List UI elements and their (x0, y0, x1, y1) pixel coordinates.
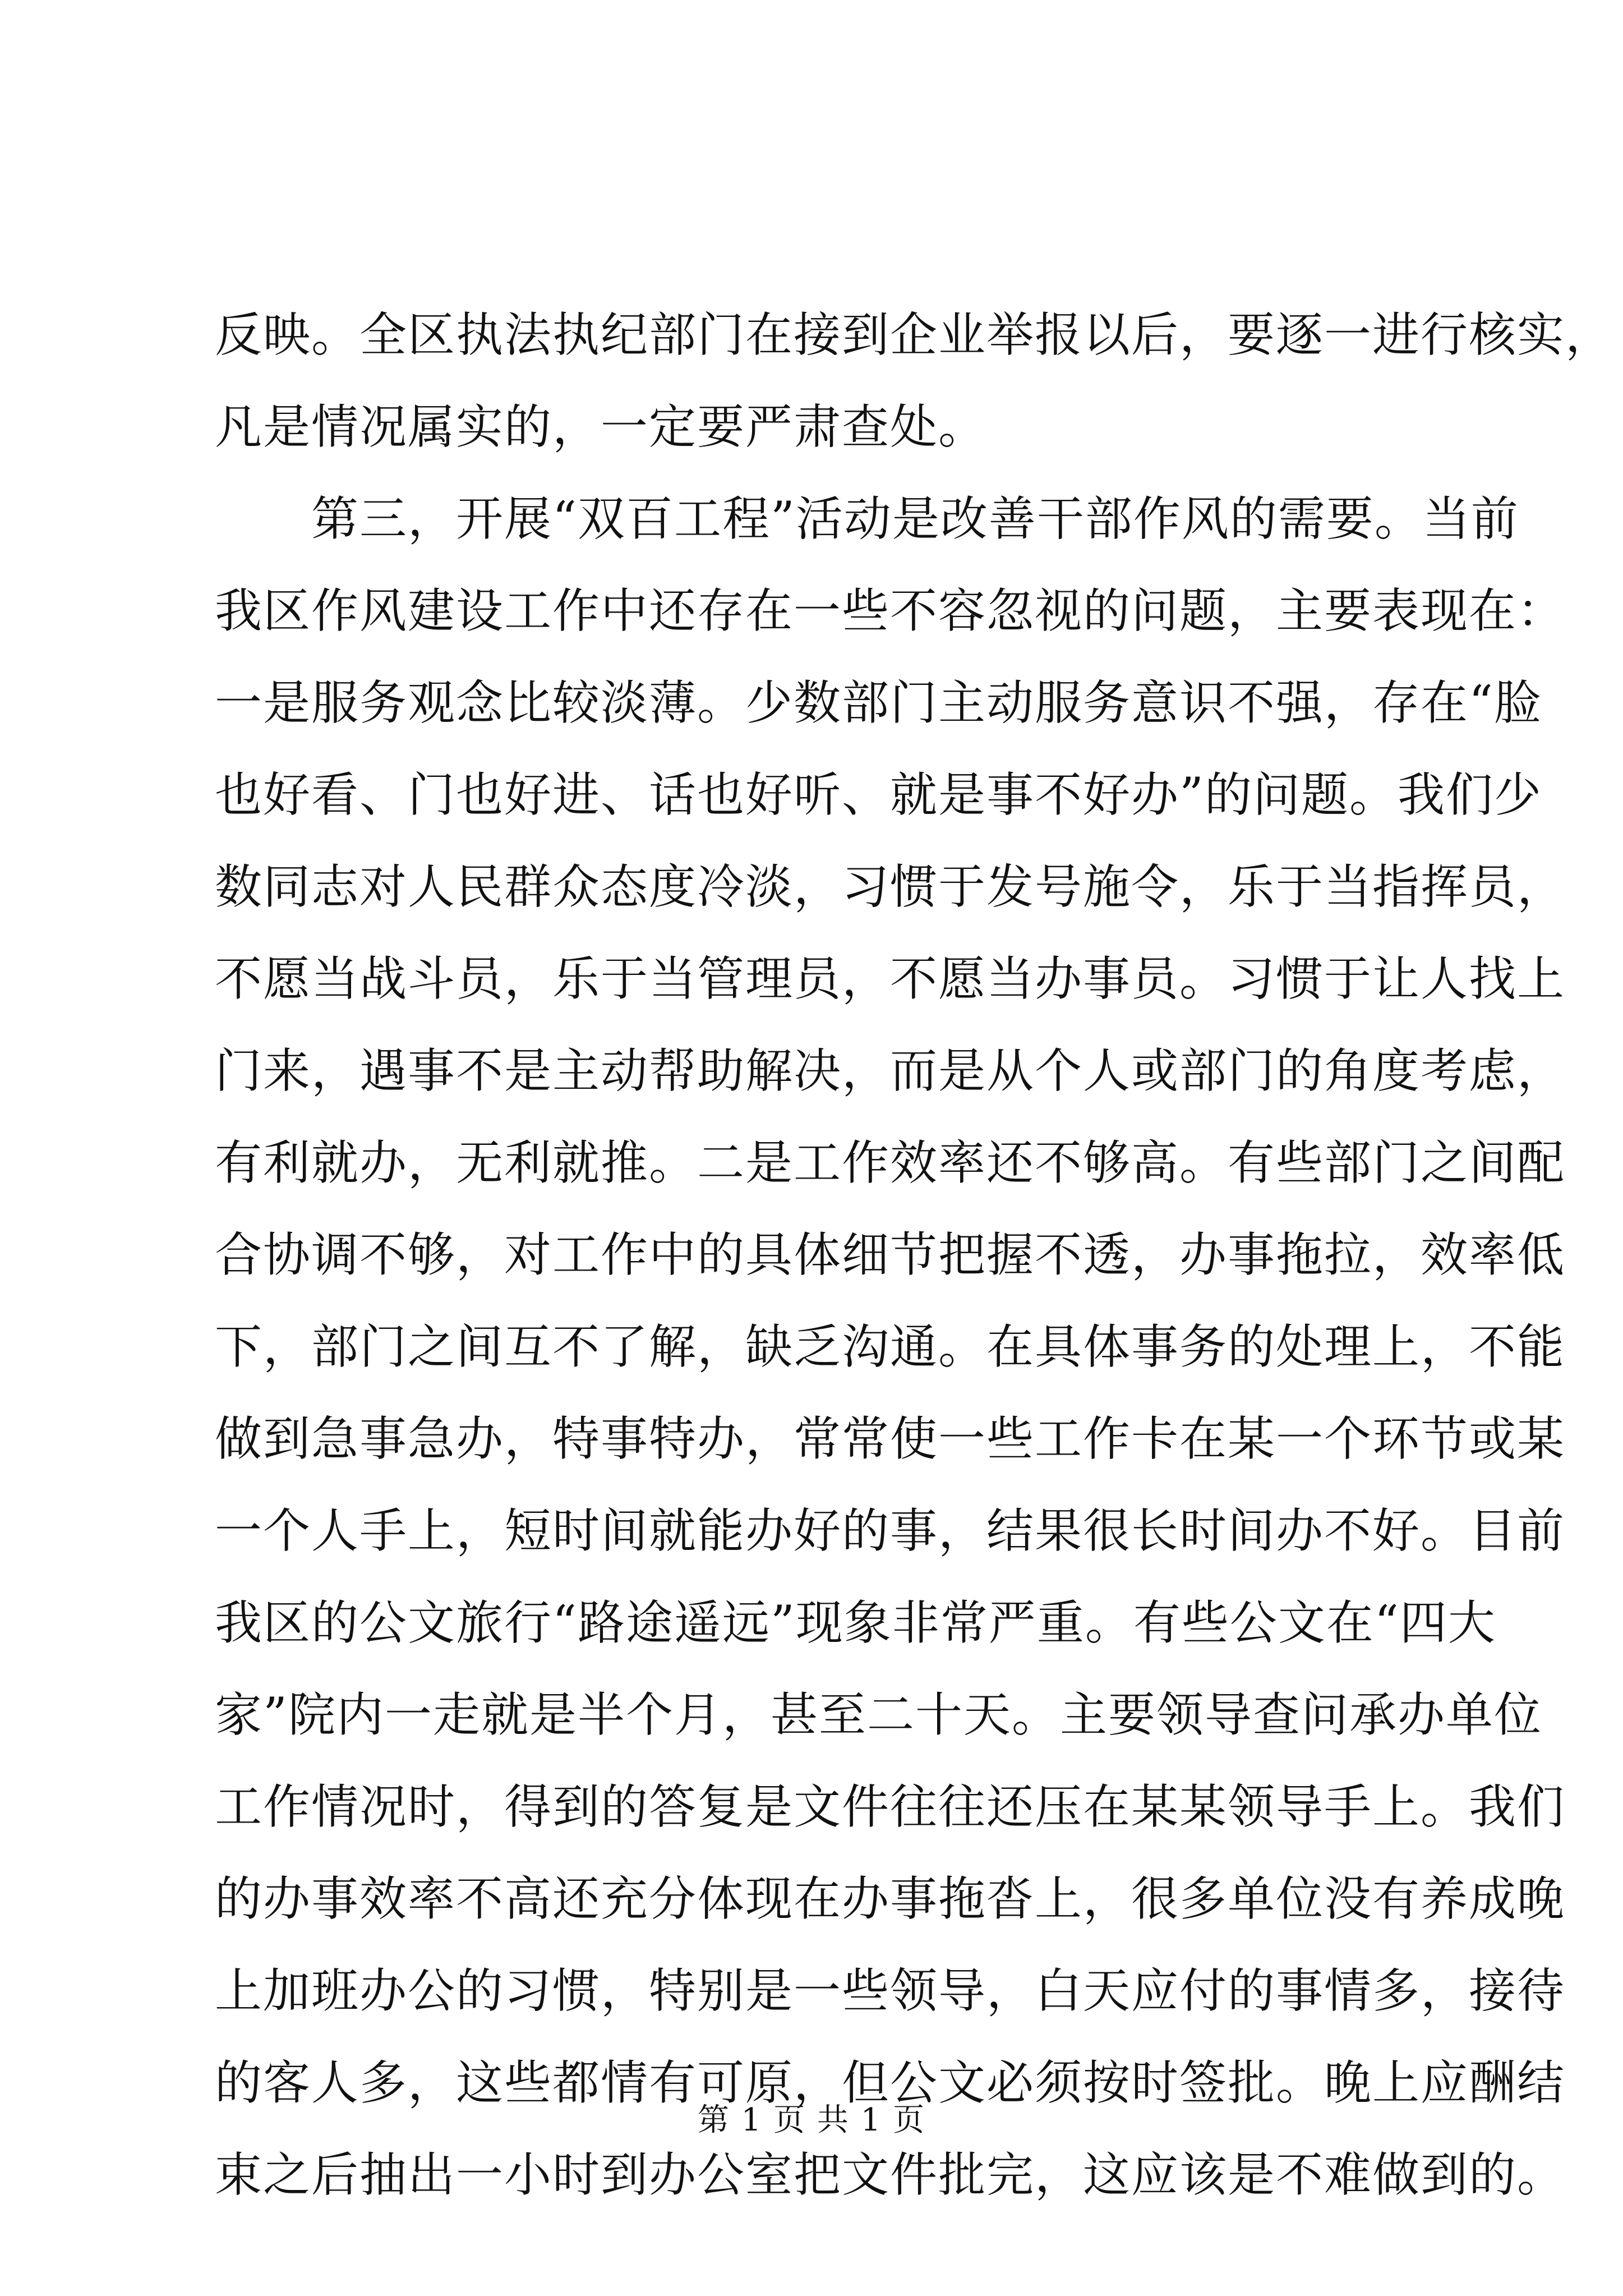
body-text (215, 289, 1614, 2221)
text-line: 工作情况时，得到的答复是文件往往还压在某某领导手上。我们 (215, 1779, 1566, 1834)
text-line: 有利就办，无利就推。二是工作效率还不够高。有些部门之间配 (215, 1135, 1566, 1190)
text-line: 第三，开展“双百工程”活动是改善干部作风的需要。当前 (215, 491, 1519, 546)
text-line: 也好看、门也好进、话也好听、就是事不好办”的问题。我们少 (215, 767, 1542, 822)
text-line: 做到急事急办，特事特办，常常使一些工作卡在某一个环节或某 (215, 1411, 1566, 1466)
text-line: 我区作风建设工作中还存在一些不容忽视的问题，主要表现在： (215, 583, 1566, 638)
text-line: 凡是情况属实的，一定要严肃查处。 (215, 399, 987, 454)
text-line: 不愿当战斗员，乐于当管理员，不愿当办事员。习惯于让人找上 (215, 951, 1566, 1006)
page-number-footer: 第 1 页 共 1 页 (697, 2102, 926, 2138)
text-line: 的办事效率不高还充分体现在办事拖沓上，很多单位没有养成晚 (215, 1871, 1566, 1926)
text-line: 的客人多，这些都情有可原，但公文必须按时签批。晚上应酬结 (215, 2055, 1566, 2110)
text-line: 下，部门之间互不了解，缺乏沟通。在具体事务的处理上，不能 (215, 1319, 1566, 1374)
text-line: 我区的公文旅行“路途遥远”现象非常严重。有些公文在“四大 (215, 1595, 1496, 1650)
text-line: 一个人手上，短时间就能办好的事，结果很长时间办不好。目前 (215, 1503, 1566, 1558)
text-line: 上加班办公的习惯，特别是一些领导，白天应付的事情多，接待 (215, 1963, 1566, 2018)
text-line: 数同志对人民群众态度冷淡，习惯于发号施令，乐于当指挥员， (215, 859, 1566, 914)
text-line: 家”院内一走就是半个月，甚至二十天。主要领导查问承办单位 (215, 1687, 1542, 1742)
text-line: 反映。全区执法执纪部门在接到企业举报以后，要逐一进行核实， (215, 307, 1614, 362)
text-line: 门来，遇事不是主动帮助解决，而是从个人或部门的角度考虑， (215, 1043, 1566, 1098)
text-line: 束之后抽出一小时到办公室把文件批完，这应该是不难做到的。 (215, 2147, 1566, 2202)
text-line: 合协调不够，对工作中的具体细节把握不透，办事拖拉，效率低 (215, 1227, 1566, 1282)
text-line: 一是服务观念比较淡薄。少数部门主动服务意识不强，存在“脸 (215, 675, 1542, 730)
